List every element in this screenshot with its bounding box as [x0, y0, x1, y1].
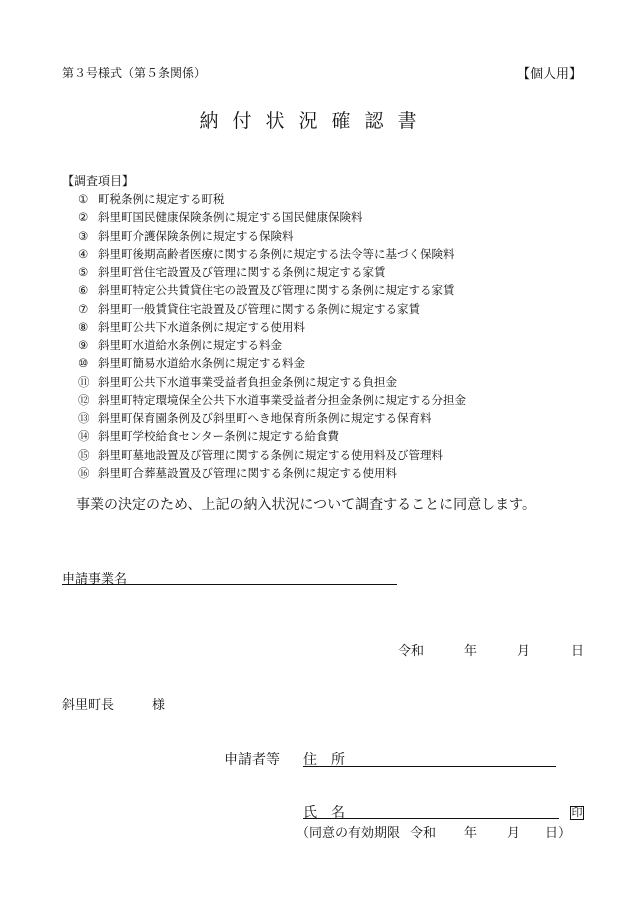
item-number: ⑫ — [78, 392, 90, 407]
validity-prefix: （同意の有効期限 — [296, 826, 401, 841]
name-label-1: 氏 — [303, 805, 317, 821]
item-text: 斜里町学校給食センター条例に規定する給食費 — [98, 429, 340, 444]
item-text: 斜里町保育園条例及び斜里町へき地保育所条例に規定する保育料 — [98, 411, 432, 425]
survey-items-heading: 【調査項目】 — [62, 174, 135, 188]
item-number: ⑥ — [78, 283, 89, 298]
date-year: 年 — [464, 644, 478, 659]
item-number: ⑪ — [78, 374, 90, 389]
item-number: ⑭ — [78, 429, 90, 444]
seal-icon: 印 — [571, 806, 583, 819]
survey-item — [78, 190, 466, 208]
validity-month: 月 — [507, 826, 521, 841]
item-text: 斜里町水道給水条例に規定する料金 — [98, 338, 282, 352]
survey-item — [78, 208, 466, 226]
survey-item — [78, 464, 466, 482]
name-label-2: 名 — [331, 805, 345, 821]
item-number: ④ — [78, 246, 89, 261]
applicant-label: 申請者等 — [224, 752, 280, 768]
item-text: 斜里町介護保険条例に規定する保険料 — [98, 228, 294, 243]
item-number: ⑩ — [78, 356, 89, 371]
item-text: 斜里町特定公共賃貸住宅の設置及び管理に関する条例に規定する家賃 — [98, 283, 455, 298]
item-number: ⑧ — [78, 319, 89, 334]
item-text: 町税条例に規定する町税 — [98, 192, 225, 206]
survey-item — [78, 409, 466, 427]
item-text: 斜里町合葬墓設置及び管理に関する条例に規定する使用料 — [98, 465, 397, 480]
survey-item — [78, 427, 466, 445]
survey-item — [78, 354, 466, 372]
item-text: 斜里町簡易水道給水条例に規定する料金 — [98, 356, 305, 371]
survey-item — [78, 318, 466, 336]
survey-item — [78, 336, 466, 354]
document-title: 納付状況確認書 — [199, 110, 431, 132]
item-text: 斜里町営住宅設置及び管理に関する条例に規定する家賃 — [98, 265, 386, 279]
survey-item — [78, 391, 466, 409]
addressee-honorific: 様 — [152, 698, 166, 713]
date-day: 日 — [571, 644, 585, 659]
validity-year: 年 — [464, 826, 478, 841]
business-name-field[interactable] — [62, 568, 397, 585]
item-text: 斜里町墓地設置及び管理に関する条例に規定する使用料及び管理料 — [98, 447, 443, 462]
survey-item — [78, 373, 466, 391]
item-number: ⑦ — [78, 301, 89, 316]
survey-item — [78, 300, 466, 318]
survey-item — [78, 281, 466, 299]
item-number: ② — [78, 210, 89, 225]
item-number: ⑨ — [78, 338, 89, 352]
validity-era: 令和 — [410, 826, 437, 841]
consent-statement: 事業の決定のため、上記の納入状況について調査することに同意します。 — [76, 497, 537, 513]
item-number: ⑤ — [78, 265, 89, 279]
business-name-label: 申請事業名 — [62, 572, 128, 587]
address-label-1: 住 — [303, 752, 317, 768]
form-number: 第３号様式（第５条関係） — [62, 66, 207, 80]
date-month: 月 — [517, 644, 531, 659]
validity-day: 日） — [545, 826, 572, 841]
personal-use-label: 【個人用】 — [516, 67, 582, 82]
survey-item — [78, 245, 466, 263]
item-number: ③ — [78, 228, 89, 243]
survey-items-list — [78, 190, 466, 482]
item-text: 斜里町国民健康保険条例に規定する国民健康保険料 — [98, 210, 363, 225]
survey-item — [78, 263, 466, 281]
item-number: ⑯ — [78, 465, 90, 480]
addressee-line — [62, 694, 165, 713]
address-label-2: 所 — [331, 752, 345, 768]
item-text: 斜里町特定環境保全公共下水道事業受益者分担金条例に規定する分担金 — [98, 392, 466, 407]
item-text: 斜里町公共下水道条例に規定する使用料 — [98, 319, 305, 334]
item-number: ① — [78, 192, 89, 206]
address-field[interactable] — [303, 749, 556, 767]
item-number: ⑬ — [78, 411, 90, 425]
item-text: 斜里町後期高齢者医療に関する条例に規定する法令等に基づく保険料 — [98, 246, 455, 261]
item-text: 斜里町一般賃貸住宅設置及び管理に関する条例に規定する家賃 — [98, 301, 420, 316]
item-text: 斜里町公共下水道事業受益者負担金条例に規定する負担金 — [98, 374, 397, 389]
addressee-mayor: 斜里町長 — [62, 698, 115, 713]
date-era: 令和 — [398, 644, 425, 659]
survey-item — [78, 227, 466, 245]
item-number: ⑮ — [78, 447, 90, 462]
survey-item — [78, 446, 466, 464]
name-field[interactable] — [303, 802, 559, 819]
